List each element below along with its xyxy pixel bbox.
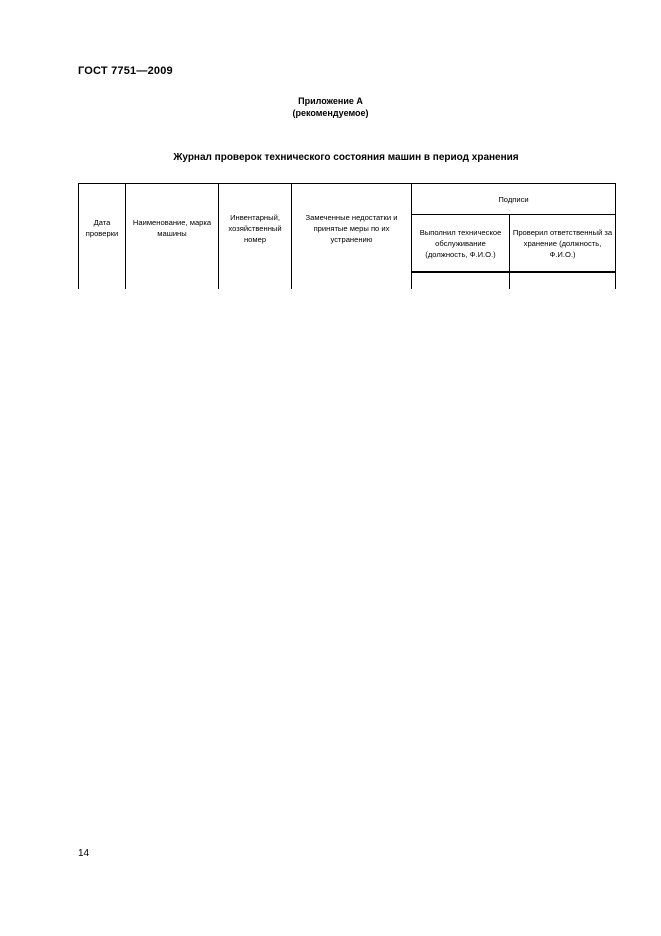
header-cell-defects: Замеченные недостатки и принятые меры по их устранению bbox=[292, 184, 412, 273]
header-cell-date: Дата проверки bbox=[79, 184, 126, 273]
table-cell-inventory bbox=[219, 272, 292, 289]
page-number: 14 bbox=[78, 848, 90, 859]
table-cell-checked bbox=[510, 272, 616, 289]
table-cell-name bbox=[126, 272, 219, 289]
header-cell-performed: Выполнил техническое обслуживание (должность, Ф.И.О.) bbox=[412, 215, 510, 273]
table-cell-date bbox=[79, 272, 126, 289]
header-cell-inventory: Инвентарный, хозяйственный номер bbox=[219, 184, 292, 273]
header-cell-checked: Проверил ответственный за хранение (должность, Ф.И.О.) bbox=[510, 215, 616, 273]
table-row bbox=[79, 272, 616, 289]
document-code: ГОСТ 7751—2009 bbox=[78, 65, 173, 77]
annex-title: Приложение А bbox=[298, 96, 363, 106]
table-cell-performed bbox=[412, 272, 510, 289]
table-cell-defects bbox=[292, 272, 412, 289]
journal-title: Журнал проверок технического состояния машин в период хранения bbox=[173, 152, 519, 163]
header-cell-name: Наименование, марка машины bbox=[126, 184, 219, 273]
header-cell-signatures: Подписи bbox=[412, 184, 616, 215]
annex-status: (рекомендуемое) bbox=[292, 108, 369, 118]
inspection-log-table bbox=[78, 183, 616, 289]
